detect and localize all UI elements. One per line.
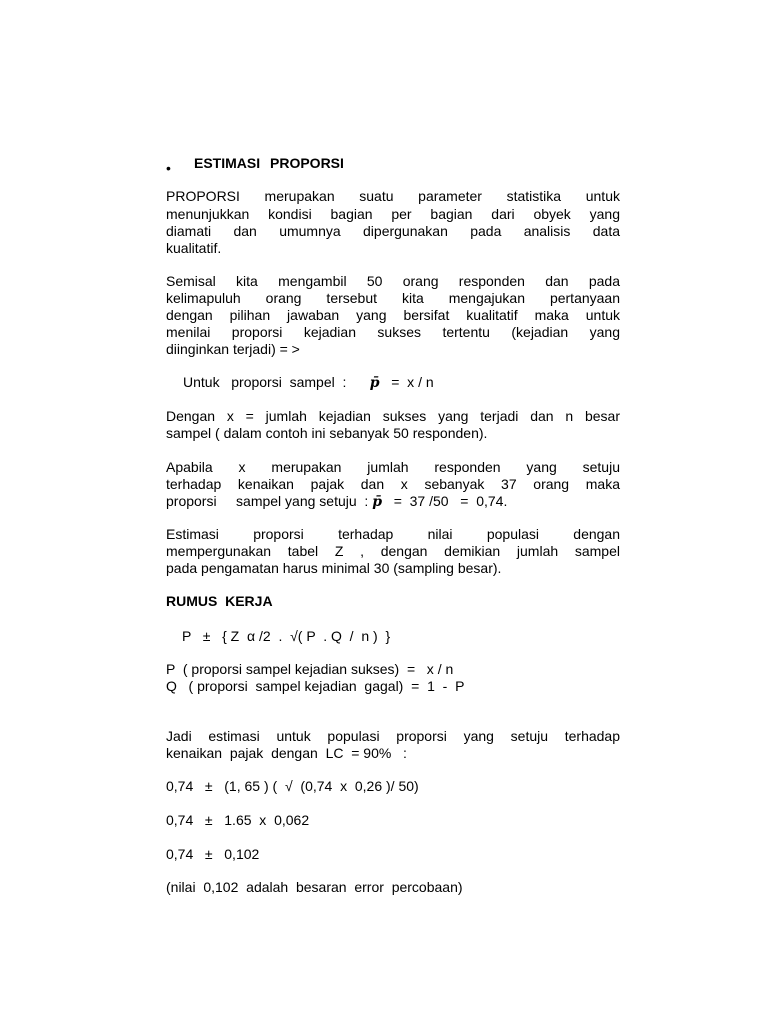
paragraph-line: kelimapuluh orang tersebut kita mengajukan pertanyaan (166, 290, 620, 306)
proportion-prefix: proporsi sampel yang setuju : (166, 493, 369, 509)
rumus-heading: RUMUS KERJA (166, 593, 273, 609)
p-bar-symbol: p̄ (369, 375, 380, 391)
paragraph-line: Apabila x merupakan jumlah responden yang setuju (166, 459, 620, 475)
paragraph-line: Dengan x = jumlah kejadian sukses yang terjadi dan n besar (166, 408, 620, 424)
calculation-line: 0,74 ± 1.65 x 0,062 (166, 812, 310, 828)
paragraph-line: diinginkan terjadi) = > (166, 341, 300, 357)
paragraph-line: menunjukkan kondisi bagian per bagian dari obyek yang (166, 206, 620, 222)
paragraph-line: PROPORSI merupakan suatu parameter statistika untuk (166, 188, 620, 204)
definition-line: P ( proporsi sampel kejadian sukses) = x / n (166, 661, 454, 677)
paragraph-line: kenaikan pajak dengan LC = 90% : (166, 745, 407, 761)
paragraph-line: pada pengamatan harus minimal 30 (sampling besar). (166, 560, 502, 576)
paragraph-line: mempergunakan tabel Z , dengan demikian jumlah sampel (166, 543, 620, 559)
calculation-line: 0,74 ± (1, 65 ) ( √ (0,74 x 0,26 )/ 50) (166, 778, 419, 794)
error-note: (nilai 0,102 adalah besaran error percobaan) (166, 879, 463, 895)
paragraph-line: dengan pilihan jawaban yang bersifat kualitatif maka untuk (166, 307, 620, 323)
formula-rest: = x / n (391, 374, 434, 390)
paragraph-line: menilai proporsi kejadian sukses tertentu (kejadian yang (166, 324, 620, 340)
paragraph-line: sampel ( dalam contoh ini sebanyak 50 responden). (166, 425, 488, 441)
formula-label: Untuk proporsi sampel : (183, 374, 347, 390)
bullet-marker: • (166, 160, 171, 176)
p-bar-symbol: p̄ (372, 494, 383, 510)
paragraph-line: Jadi estimasi untuk populasi proporsi yang setuju terhadap (166, 728, 620, 744)
paragraph-line: Estimasi proporsi terhadap nilai populasi dengan (166, 526, 620, 542)
paragraph-line: kualitatif. (166, 240, 222, 256)
calculation-line: 0,74 ± 0,102 (166, 846, 260, 862)
paragraph-line (166, 493, 507, 511)
sample-proportion-formula (183, 374, 434, 392)
paragraph-line: terhadap kenaikan pajak dan x sebanyak 37 orang maka (166, 476, 620, 492)
rumus-formula: P ± { Z α /2 . √( P . Q / n ) } (182, 628, 391, 644)
paragraph-line: diamati dan umumnya dipergunakan pada analisis data (166, 223, 620, 239)
proportion-result: = 37 /50 = 0,74. (393, 493, 508, 509)
section-title: ESTIMASI PROPORSI (194, 155, 344, 171)
paragraph-line: Semisal kita mengambil 50 orang responden dan pada (166, 273, 620, 289)
definition-line: Q ( proporsi sampel kejadian gagal) = 1 - P (166, 678, 465, 694)
